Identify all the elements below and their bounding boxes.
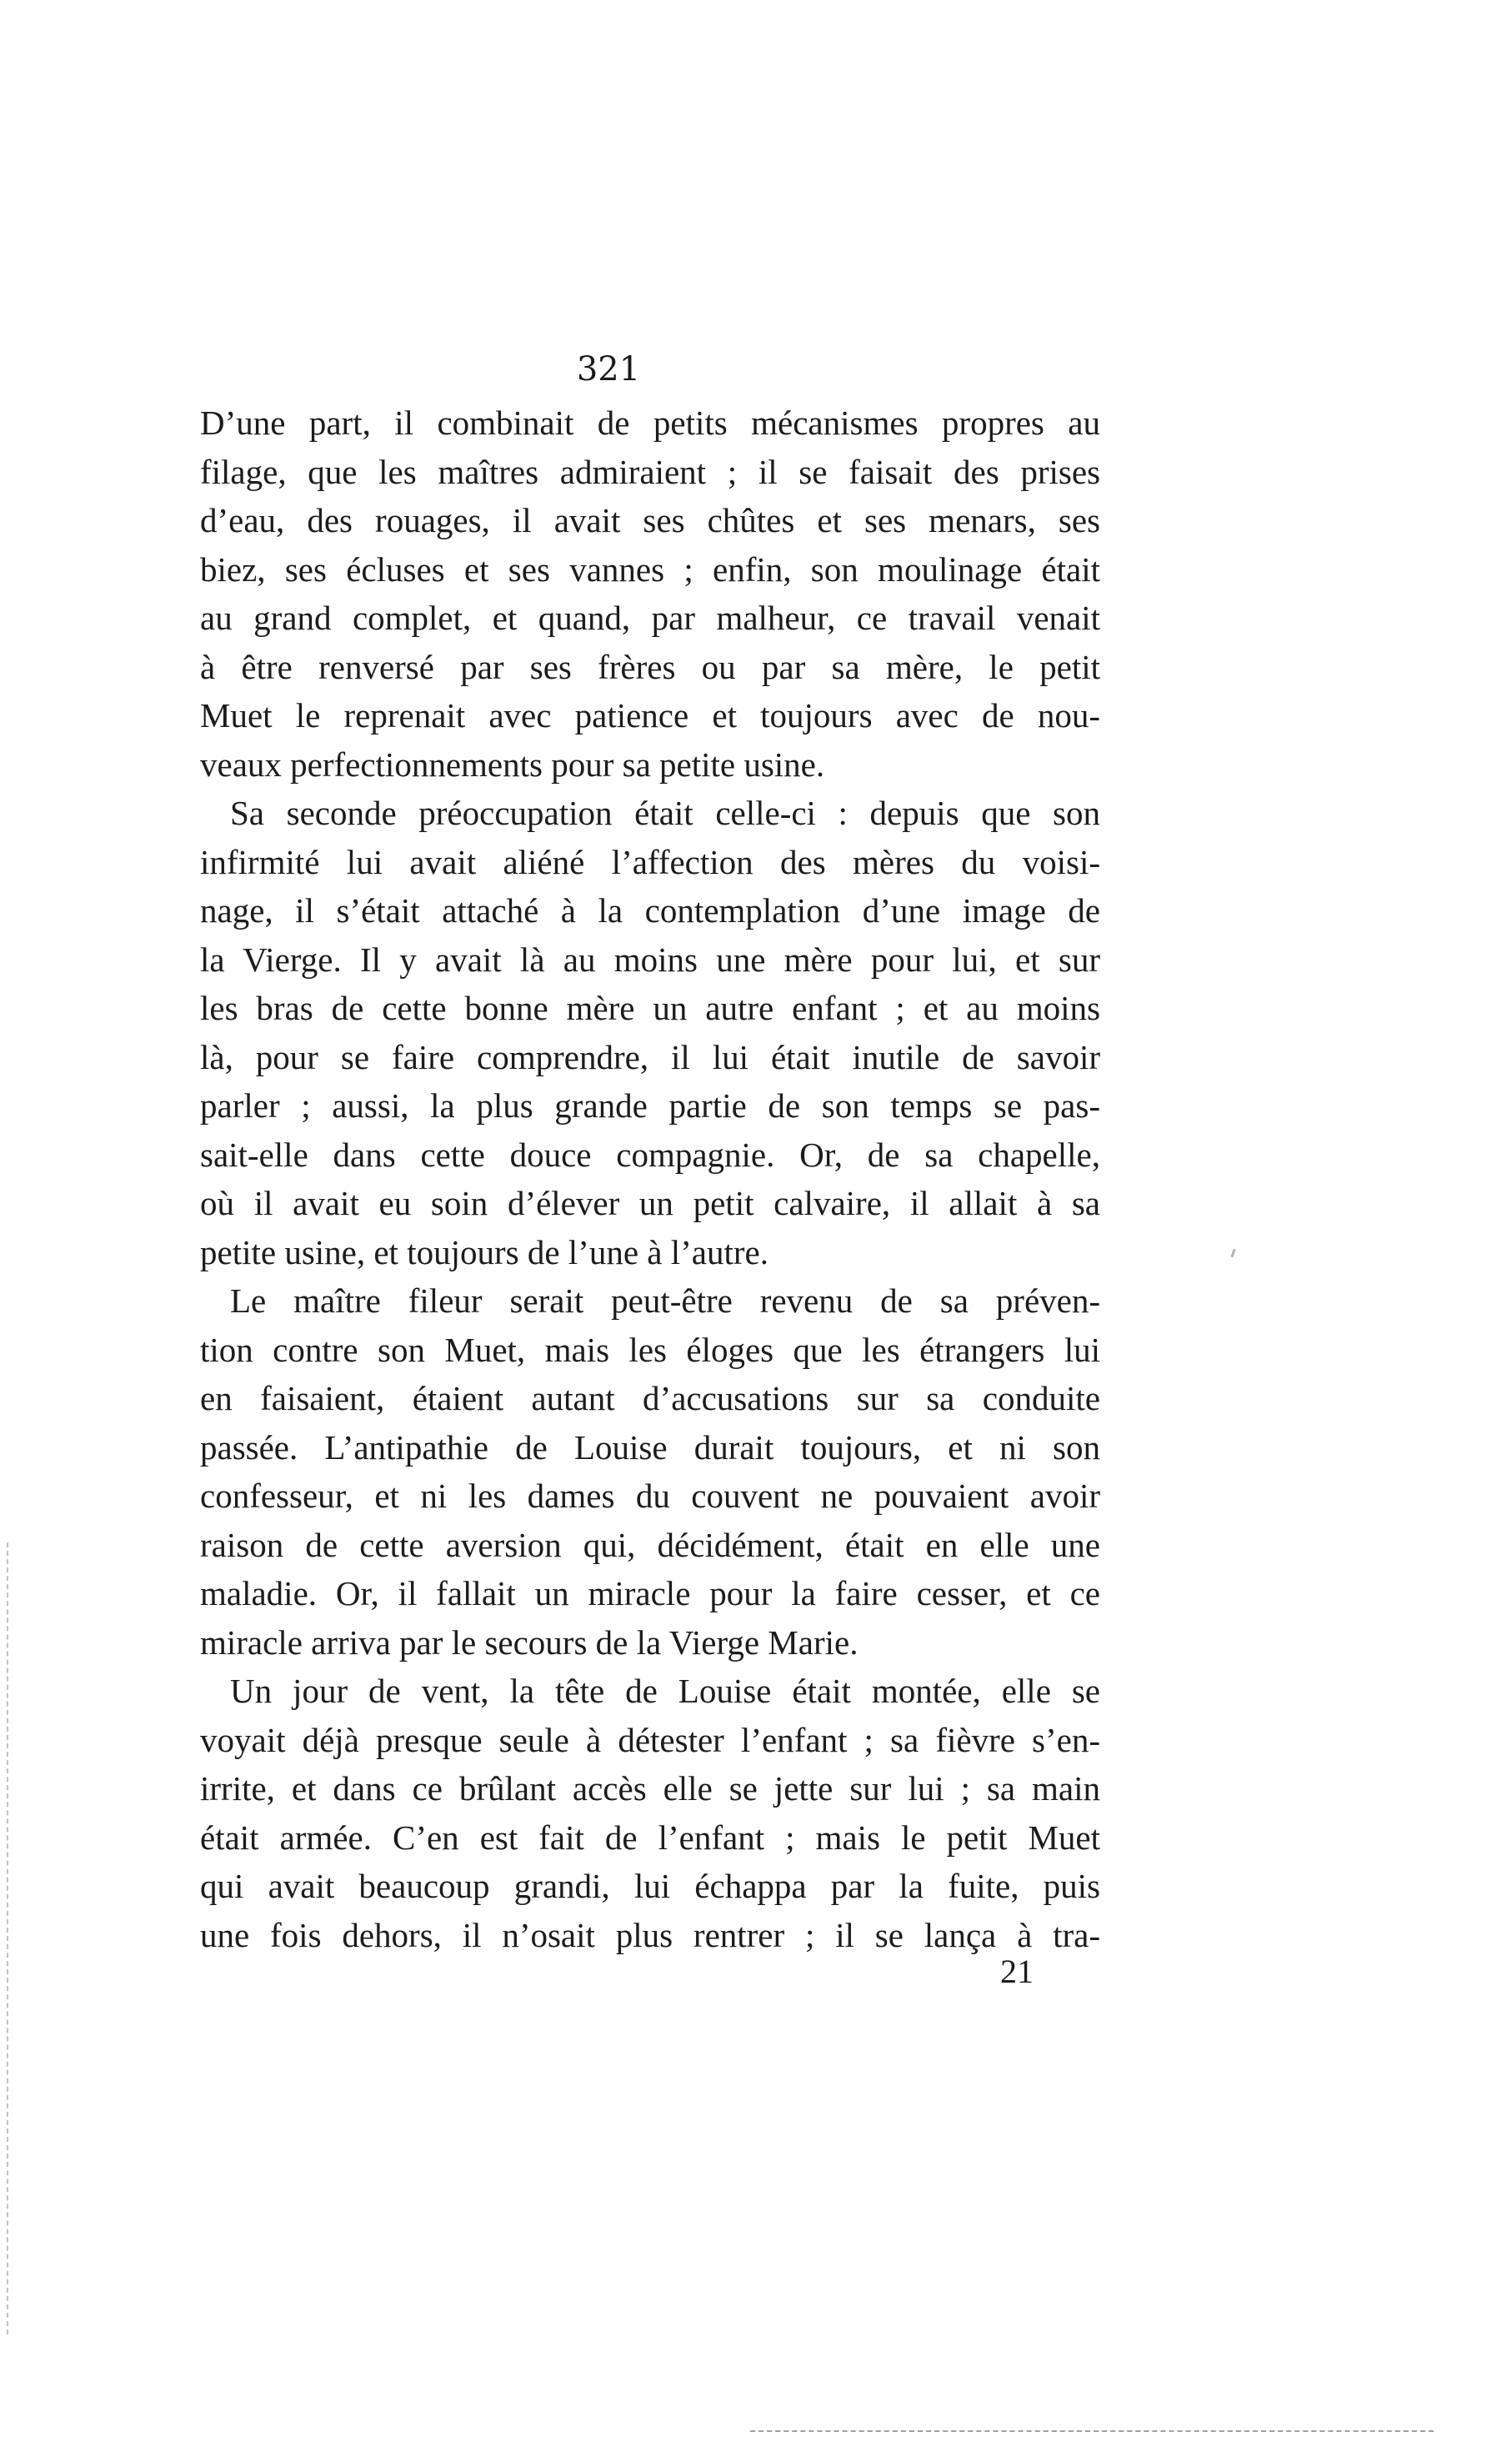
text-line: Muet le reprenait avec patience et toujours avec de nou-: [200, 696, 1100, 735]
scan-margin-artifact: [7, 1542, 10, 2334]
text-line: voyait déjà presque seule à détester l’enfant ; sa fièvre s’en-: [200, 1720, 1100, 1759]
text-line: nage, il s’était attaché à la contemplation d’une image de: [200, 891, 1100, 930]
text-line: la Vierge. Il y avait là au moins une mère pour lui, et sur: [200, 940, 1100, 979]
text-line: les bras de cette bonne mère un autre enfant ; et au moins: [200, 989, 1100, 1027]
text-line: biez, ses écluses et ses vannes ; enfin, son moulinage était: [200, 549, 1100, 589]
text-line: miracle arriva par le secours de la Vierge Marie.: [200, 1622, 859, 1662]
text-line: qui avait beaucoup grandi, lui échappa par la fuite, puis: [200, 1867, 1100, 1905]
scan-speck: [1230, 1249, 1235, 1257]
body-text: [200, 399, 1100, 1959]
text-line: Le maître fileur serait peut-être revenu de sa préven-: [230, 1281, 1100, 1320]
text-line: passée. L’antipathie de Louise durait toujours, et ni son: [200, 1427, 1100, 1467]
text-line: était armée. C’en est fait de l’enfant ; mais le petit Muet: [200, 1818, 1100, 1857]
text-line: petite usine, et toujours de l’une à l’autre.: [200, 1232, 769, 1271]
text-line: à être renversé par ses frères ou par sa mère, le petit: [200, 647, 1100, 686]
text-line: là, pour se faire comprendre, il lui était inutile de savoir: [200, 1037, 1100, 1076]
text-line: sait-elle dans cette douce compagnie. Or, de sa chapelle,: [200, 1135, 1100, 1174]
text-line: d’eau, des rouages, il avait ses chûtes et ses menars, ses: [200, 501, 1100, 539]
text-line: où il avait eu soin d’élever un petit calvaire, il allait à sa: [200, 1184, 1100, 1222]
text-line: en faisaient, étaient autant d’accusations sur sa conduite: [200, 1379, 1100, 1417]
text-line: au grand complet, et quand, par malheur, ce travail venait: [200, 599, 1100, 637]
text-line: Sa seconde préoccupation était celle-ci : depuis que son: [230, 794, 1100, 832]
text-line: maladie. Or, il fallait un miracle pour la faire cesser, et ce: [200, 1574, 1100, 1612]
text-line: confesseur, et ni les dames du couvent ne pouvaient avoir: [200, 1477, 1100, 1515]
text-line: parler ; aussi, la plus grande partie de son temps se pas-: [200, 1086, 1100, 1125]
text-line: tion contre son Muet, mais les éloges que les étrangers lui: [200, 1330, 1100, 1369]
text-line: veaux perfectionnements pour sa petite usine.: [200, 745, 825, 784]
text-line: une fois dehors, il n’osait plus rentrer ; il se lança à tra-: [200, 1915, 1100, 1954]
text-line: filage, que les maîtres admiraient ; il se faisait des prises: [200, 452, 1100, 491]
text-line: Un jour de vent, la tête de Louise était montée, elle se: [230, 1672, 1100, 1710]
signature-mark: 21: [1000, 1953, 1034, 1990]
text-line: raison de cette aversion qui, décidément, était en elle une: [200, 1525, 1100, 1564]
scan-bottom-artifact: [750, 2430, 1434, 2432]
text-line: irrite, et dans ce brûlant accès elle se jette sur lui ; sa main: [200, 1769, 1100, 1808]
text-line: D’une part, il combinait de petits mécanismes propres au: [200, 404, 1100, 442]
text-line: infirmité lui avait aliéné l’affection des mères du voisi-: [200, 842, 1100, 881]
page-number: 321: [576, 350, 641, 389]
